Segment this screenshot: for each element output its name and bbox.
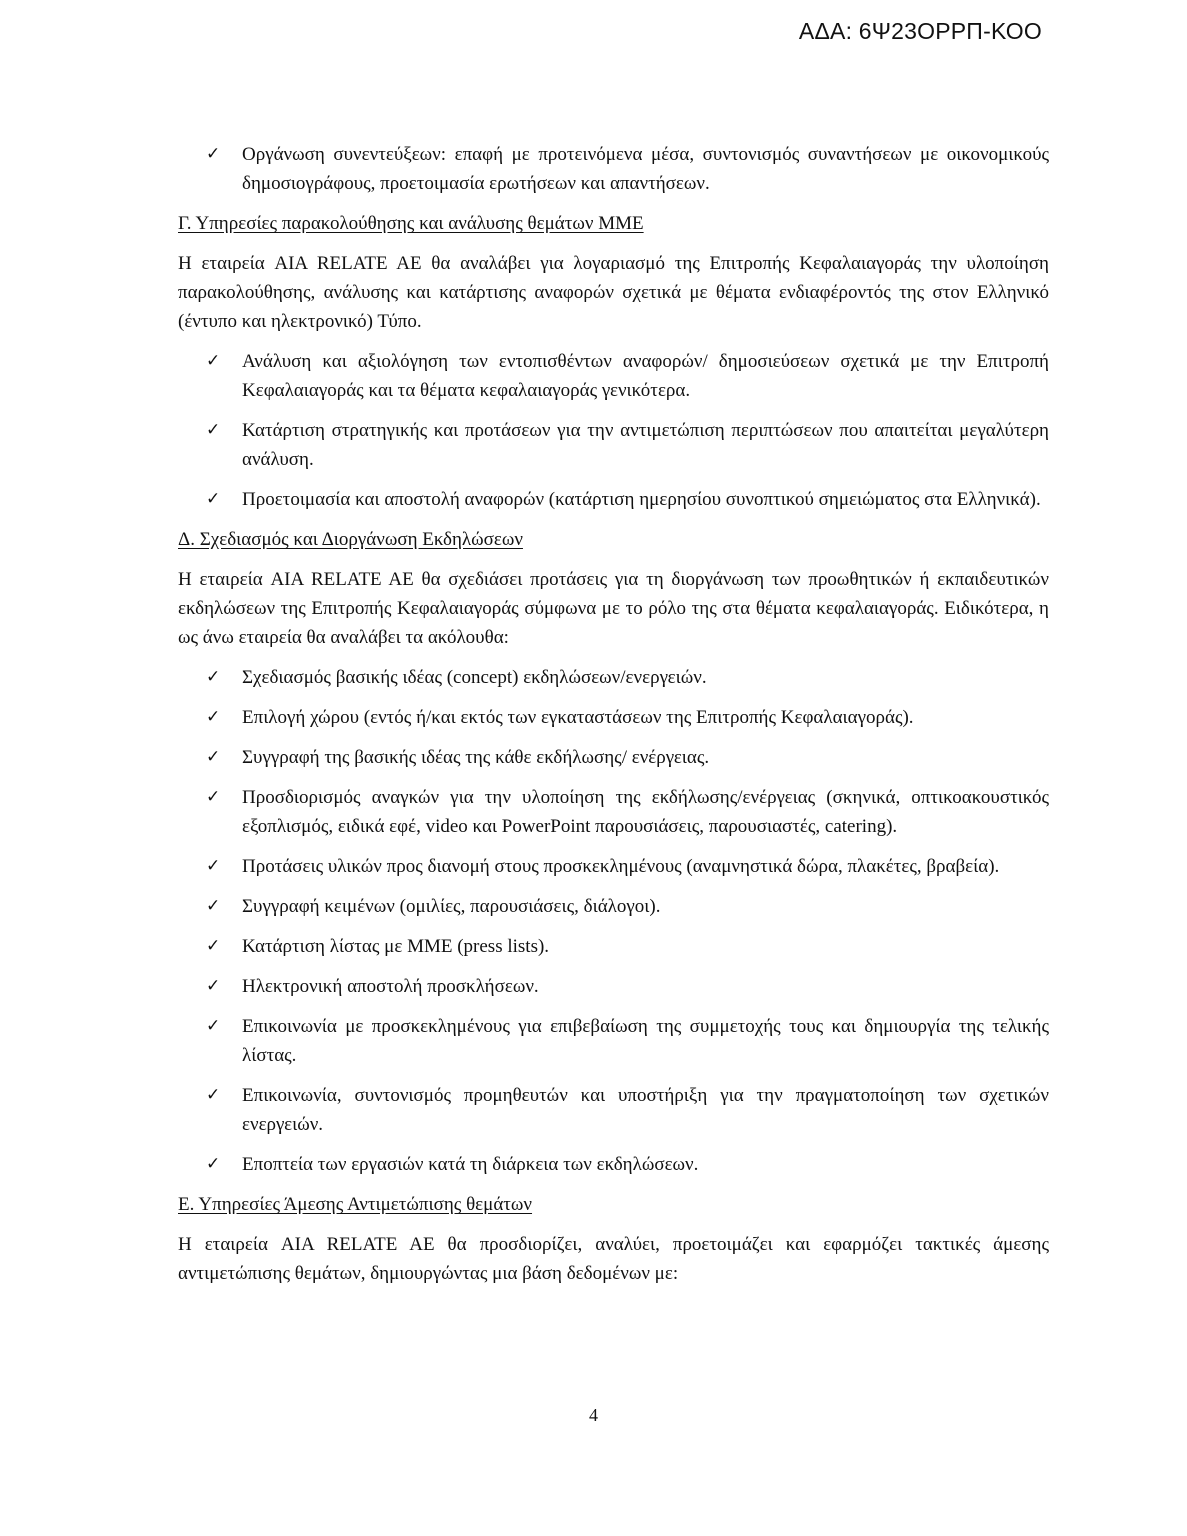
bullet-item bbox=[178, 932, 1049, 961]
bullet-text: Ηλεκτρονική αποστολή προσκλήσεων. bbox=[242, 976, 539, 997]
bullet-text: Συγγραφή κειμένων (ομιλίες, παρουσιάσεις, διάλογοι). bbox=[242, 896, 661, 917]
checkmark-icon: ✓ bbox=[206, 1154, 221, 1174]
bullet-text: Σχεδιασμός βασικής ιδέας (concept) εκδηλώσεων/ενεργειών. bbox=[242, 667, 707, 688]
checkmark-icon: ✓ bbox=[206, 936, 221, 956]
checkmark-icon: ✓ bbox=[206, 1085, 221, 1105]
bullet-item bbox=[178, 1012, 1049, 1070]
paragraph: Η εταιρεία AIA RELATE AE θα προσδιορίζει, αναλύει, προετοιμάζει και εφαρμόζει τακτικές άμεσης αντιμετώπισης θεμάτων, δημιουργώντας μια βάση δεδομένων με: bbox=[178, 1234, 1049, 1284]
bullet-item bbox=[178, 663, 1049, 692]
ada-code: ΑΔΑ: 6Ψ23ΟΡΡΠ-ΚΟΟ bbox=[798, 18, 1042, 44]
checkmark-icon: ✓ bbox=[206, 747, 221, 767]
bullet-item bbox=[178, 1081, 1049, 1139]
paragraph: Η εταιρεία AIA RELATE AE θα σχεδιάσει προτάσεις για τη διοργάνωση των προωθητικών ή εκπαιδευτικών εκδηλώσεων της Επιτροπής Κεφαλαιαγοράς σύμφωνα με το ρόλο της στα θέματα κεφαλαιαγοράς. Ειδικότερα, η ως άνω εταιρεία θα αναλάβει τα ακόλουθα: bbox=[178, 569, 1049, 648]
bullet-item bbox=[178, 416, 1049, 474]
bullet-item bbox=[178, 783, 1049, 841]
bullet-text: Συγγραφή της βασικής ιδέας της κάθε εκδήλωσης/ ενέργειας. bbox=[242, 747, 710, 768]
page-number: 4 bbox=[589, 1405, 598, 1425]
bullet-item bbox=[178, 703, 1049, 732]
bullet-item bbox=[178, 1150, 1049, 1179]
checkmark-icon: ✓ bbox=[206, 667, 221, 687]
bullet-item bbox=[178, 972, 1049, 1001]
bullet-text: Ανάλυση και αξιολόγηση των εντοπισθέντων αναφορών/ δημοσιεύσεων σχετικά με την Επιτροπή Κεφαλαιαγοράς και τα θέματα κεφαλαιαγοράς γενικότερα. bbox=[242, 351, 1049, 401]
bullet-text: Κατάρτιση λίστας με ΜΜΕ (press lists). bbox=[242, 936, 550, 957]
checkmark-icon: ✓ bbox=[206, 707, 221, 727]
paragraph: Η εταιρεία AIA RELATE AE θα αναλάβει για λογαριασμό της Επιτροπής Κεφαλαιαγοράς την υλοποίηση παρακολούθησης, ανάλυσης και κατάρτισης αναφορών σχετικά με θέματα ενδιαφέροντός της στον Ελληνικό (έντυπο και ηλεκτρονικό) Τύπο. bbox=[178, 253, 1049, 332]
checkmark-icon: ✓ bbox=[206, 896, 221, 916]
checkmark-icon: ✓ bbox=[206, 489, 221, 509]
bullet-text: Επικοινωνία, συντονισμός προμηθευτών και υποστήριξη για την πραγματοποίηση των σχετικών ενεργειών. bbox=[242, 1085, 1049, 1135]
bullet-text: Προσδιορισμός αναγκών για την υλοποίηση της εκδήλωσης/ενέργειας (σκηνικά, οπτικοακουστικός εξοπλισμός, ειδικά εφέ, video και PowerPoint παρουσιάσεις, παρουσιαστές, catering). bbox=[242, 787, 1049, 837]
bullet-text: Προετοιμασία και αποστολή αναφορών (κατάρτιση ημερησίου συνοπτικού σημειώματος στα Ελληνικά). bbox=[242, 489, 1041, 510]
bullet-item bbox=[178, 485, 1049, 514]
bullet-text: Οργάνωση συνεντεύξεων: επαφή με προτεινόμενα μέσα, συντονισμός συναντήσεων με οικονομικούς δημοσιογράφους, προετοιμασία ερωτήσεων και απαντήσεων. bbox=[242, 144, 1049, 194]
bullet-item bbox=[178, 852, 1049, 881]
checkmark-icon: ✓ bbox=[206, 144, 221, 164]
checkmark-icon: ✓ bbox=[206, 787, 221, 807]
section-heading: Γ. Υπηρεσίες παρακολούθησης και ανάλυσης θεμάτων ΜΜΕ bbox=[178, 213, 644, 234]
bullet-text: Επιλογή χώρου (εντός ή/και εκτός των εγκαταστάσεων της Επιτροπής Κεφαλαιαγοράς). bbox=[242, 707, 914, 728]
checkmark-icon: ✓ bbox=[206, 856, 221, 876]
bullet-item bbox=[178, 140, 1049, 198]
bullet-text: Προτάσεις υλικών προς διανομή στους προσκεκλημένους (αναμνηστικά δώρα, πλακέτες, βραβεία). bbox=[242, 856, 1000, 877]
bullet-text: Επικοινωνία με προσκεκλημένους για επιβεβαίωση της συμμετοχής τους και δημιουργία της τελικής λίστας. bbox=[242, 1016, 1049, 1066]
checkmark-icon: ✓ bbox=[206, 420, 221, 440]
checkmark-icon: ✓ bbox=[206, 1016, 221, 1036]
checkmark-icon: ✓ bbox=[206, 976, 221, 996]
bullet-item bbox=[178, 347, 1049, 405]
bullet-item bbox=[178, 743, 1049, 772]
bullet-text: Κατάρτιση στρατηγικής και προτάσεων για την αντιμετώπιση περιπτώσεων που απαιτείται μεγαλύτερη ανάλυση. bbox=[242, 420, 1049, 470]
bullet-item bbox=[178, 892, 1049, 921]
checkmark-icon: ✓ bbox=[206, 351, 221, 371]
bullet-text: Εποπτεία των εργασιών κατά τη διάρκεια των εκδηλώσεων. bbox=[242, 1154, 699, 1175]
document-body bbox=[178, 140, 1049, 1299]
section-heading: Δ. Σχεδιασμός και Διοργάνωση Εκδηλώσεων bbox=[178, 529, 523, 550]
section-heading: Ε. Υπηρεσίες Άμεσης Αντιμετώπισης θεμάτων bbox=[178, 1194, 533, 1215]
